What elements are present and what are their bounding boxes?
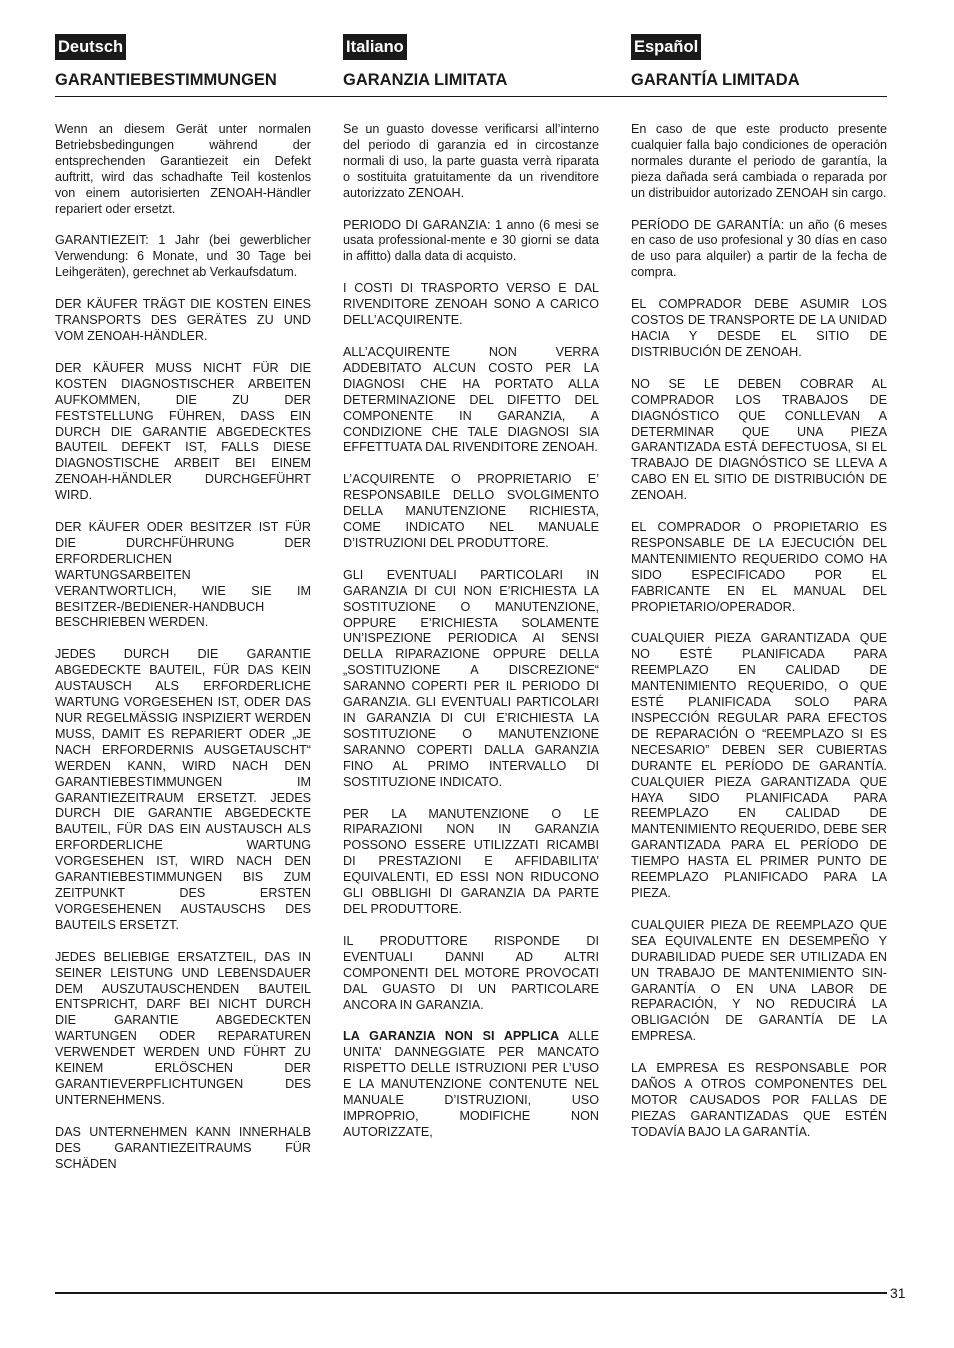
paragraph: Se un guasto dovesse verificarsi all’interno del periodo di garanzia ed in circostanze normali di uso, la parte guasta verrà riparata o sostituita gratuitamente da un rivenditore autorizzato ZENOAH. (343, 122, 599, 200)
paragraph: JEDES BELIEBIGE ERSATZTEIL, DAS IN SEINER LEISTUNG UND LEBENSDAUER DEM AUSZUTAUSCHENDEN BAUTEIL ENTSPRICHT, DARF BEI NICHT DURCH DIE GARANTIE ABGEDECKTEN WARTUNGEN ODER REPARATUREN VERWENDET WERDEN UND FÜHRT ZU KEINEM ERLÖSCHEN DER GARANTIEVERPFLICHTUNGEN DES UNTERNEHMENS. (55, 949, 311, 1107)
paragraph: IL PRODUTTORE RISPONDE DI EVENTUALI DANNI AD ALTRI COMPONENTI DEL MOTORE PROVOCATI DAL GUASTO DI UN PARTICOLARE ANCORA IN GARANZIA. (343, 933, 599, 1012)
paragraph: L’ACQUIRENTE O PROPRIETARIO E’ RESPONSABILE DELLO SVOLGIMENTO DELLA MANUTENZIONE RICHIESTA, COME INDICATO NEL MANUALE D’ISTRUZIONI DEL PRODUTTORE. (343, 472, 599, 550)
language-tag-deutsch: Deutsch (55, 34, 126, 60)
footer-rule (55, 1292, 887, 1294)
exclusions-text: ALLE UNITA’ DANNEGGIATE PER MANCATO RISPETTO DELLE ISTRUZIONI PER L’USO E LA MANUTENZIONE CONTENUTE NEL MANUALE D’ISTRUZIONI, USO IMPROPRIO, MODIFICHE NON AUTORIZZATE, (343, 1029, 599, 1139)
paragraph: EL COMPRADOR DEBE ASUMIR LOS COSTOS DE TRANSPORTE DE LA UNIDAD HACIA Y DESDE EL SITIO DE DISTRIBUCIÓN DE ZENOAH. (631, 297, 887, 359)
column-espanol (631, 34, 887, 1139)
paragraph: GARANTIEZEIT: 1 Jahr (bei gewerblicher Verwendung: 6 Monate, und 30 Tage bei Leihgeräten), gerechnet ab Verkaufsdatum. (55, 233, 311, 280)
paragraph-exclusions (343, 1029, 599, 1140)
paragraph: PERIODO DI GARANZIA: 1 anno (6 mesi se usata professional-mente e 30 giorni se data in affitto) dalla data di acquisto. (343, 217, 599, 264)
paragraph: En caso de que este producto presente cualquier falla bajo condiciones de operación normales durante el periodo de garantía, la pieza dañada será cambiada o reparada por un distribuidor autorizado ZENOAH sin cargo. (631, 122, 887, 200)
body-text-italiano (343, 122, 599, 1141)
paragraph: PERÍODO DE GARANTÍA: un año (6 meses en caso de uso profesional y 30 días en caso de uso para alquiler) a partir de la fecha de compra. (631, 217, 887, 280)
body-text-espanol (631, 122, 887, 1141)
paragraph: DER KÄUFER TRÄGT DIE KOSTEN EINES TRANSPORTS DES GERÄTES ZU UND VOM ZENOAH-HÄNDLER. (55, 297, 311, 343)
paragraph: CUALQUIER PIEZA DE REEMPLAZO QUE SEA EQUIVALENTE EN DESEMPEÑO Y DURABILIDAD PUEDE SER UTILIZADA EN UN TRABAJO DE MANTENIMIENTO SIN-GARANTÍA O EN UNA LABOR DE REPARACIÓN, Y NO REDUCIRÁ LA OBLIGACIÓN DE GARANTÍA DE LA EMPRESA. (631, 917, 887, 1044)
header-rule (55, 96, 887, 97)
page-number: 31 (890, 1285, 906, 1301)
language-tag-italiano: Italiano (343, 34, 407, 60)
paragraph: EL COMPRADOR O PROPIETARIO ES RESPONSABLE DE LA EJECUCIÓN DEL MANTENIMIENTO REQUERIDO COMO HA SIDO ESPECIFICADO POR EL FABRICANTE EN EL MANUAL DEL PROPIETARIO/OPERADOR. (631, 520, 887, 614)
paragraph: CUALQUIER PIEZA GARANTIZADA QUE NO ESTÉ PLANIFICADA PARA REEMPLAZO EN CALIDAD DE MANTENIMIENTO REQUERIDO, O QUE ESTÉ PLANIFICADA SOLO PARA INSPECCIÓN REGULAR PARA EFECTOS DE REPARACIÓN O “REEMPLAZO SI ES NECESARIO” DEBEN SER CUBIERTAS DURANTE EL PERÍODO DE GARANTÍA. CUALQUIER PIEZA GARANTIZADA QUE HAYA SIDO PLANIFICADA PARA REEMPLAZO EN CALIDAD DE MANTENIMIENTO REQUERIDO, DEBE SER GARANTIZADA PARA EL PERÍODO DE TIEMPO HASTA EL PRIMER PUNTO DE REEMPLAZO PLANIFICADO PARA LA PIEZA. (631, 631, 887, 900)
language-tag-espanol: Español (631, 34, 701, 60)
paragraph: Wenn an diesem Gerät unter normalen Betriebsbedingungen während der entsprechenden Garantiezeit ein Defekt auftritt, wird das schadhafte Teil kostenlos von einem autorisierten ZENOAH-Händler repariert oder ersetzt. (55, 122, 311, 216)
paragraph: DER KÄUFER ODER BESITZER IST FÜR DIE DURCHFÜHRUNG DER ERFORDERLICHEN WARTUNGSARBEITEN VERANTWORTLICH, WIE SIE IM BESITZER-/BEDIENER-HANDBUCH BESCHRIEBEN WERDEN. (55, 520, 311, 630)
section-heading-deutsch: GARANTIEBESTIMMUNGEN (55, 71, 277, 89)
paragraph: NO SE LE DEBEN COBRAR AL COMPRADOR LOS TRABAJOS DE DIAGNÓSTICO QUE CONLLEVAN A DETERMINAR QUE UNA PIEZA GARANTIZADA ESTÁ DEFECTUOSA, SI EL TRABAJO DE DIAGNÓSTICO SE LLEVA A CABO EN EL SITIO DE DISTRIBUCIÓN DE ZENOAH. (631, 376, 887, 503)
paragraph: JEDES DURCH DIE GARANTIE ABGEDECKTE BAUTEIL, FÜR DAS KEIN AUSTAUSCH ALS ERFORDERLICHE WARTUNG VORGESEHEN IST, ODER DAS NUR REGELMÄSSIG INSPIZIERT WERDEN MUSS, DAMIT ES REPARIERT ODER „JE NACH ERFORDERNIS AUSGETAUSCHT“ WERDEN KANN, WIRD NACH DEN GARANTIEBESTIMMUNGEN IM GARANTIEZEITRAUM ERSETZT. JEDES DURCH DIE GARANTIE ABGEDECKTE BAUTEIL, FÜR DAS EIN AUSTAUSCH ALS ERFORDERLICHE WARTUNG VORGESEHEN IST, WIRD NACH DEN GARANTIEBESTIMMUNGEN BIS ZUM ZEITPUNKT DES ERSTEN VORGESEHENEN AUSTAUSCHS DES BAUTEILS ERSETZT. (55, 647, 311, 932)
paragraph: I COSTI DI TRASPORTO VERSO E DAL RIVENDITORE ZENOAH SONO A CARICO DELL’ACQUIRENTE. (343, 281, 599, 328)
paragraph: DAS UNTERNEHMEN KANN INNERHALB DES GARANTIEZEITRAUMS FÜR SCHÄDEN (55, 1124, 311, 1171)
paragraph: DER KÄUFER MUSS NICHT FÜR DIE KOSTEN DIAGNOSTISCHER ARBEITEN AUFKOMMEN, DIE ZU DER FESTSTELLUNG FÜHREN, DASS EIN DURCH DIE GARANTIE ABGEDECKTES BAUTEIL DEFEKT IST, FALLS DIESE DIAGNOSTISCHE ARBEIT BEI EINEM ZENOAH-HÄNDLER DURCHGEFÜHRT WIRD. (55, 360, 311, 503)
section-heading-espanol: GARANTÍA LIMITADA (631, 71, 800, 89)
section-heading-italiano: GARANZIA LIMITATA (343, 71, 508, 89)
paragraph: ALL’ACQUIRENTE NON VERRA ADDEBITATO ALCUN COSTO PER LA DIAGNOSI CHE HA PORTATO ALLA DETERMINAZIONE DEL DIFETTO DEL COMPONENTE IN GARANZIA, A CONDIZIONE CHE TALE DIAGNOSI SIA EFFETTUATA DAL RIVENDITORE ZENOAH. (343, 344, 599, 455)
column-italiano (343, 34, 599, 1139)
paragraph: LA EMPRESA ES RESPONSABLE POR DAÑOS A OTROS COMPONENTES DEL MOTOR CAUSADOS POR FALLAS DE PIEZAS GARANTIZADAS QUE ESTÉN TODAVÍA BAJO LA GARANTÍA. (631, 1061, 887, 1139)
column-deutsch (55, 34, 311, 1171)
paragraph: GLI EVENTUALI PARTICOLARI IN GARANZIA DI CUI NON E’RICHIESTA LA SOSTITUZIONE O MANUTENZIONE, OPPURE E’RICHIESTA SOLAMENTE UN’ISPEZIONE PERIODICA AI SENSI DELLA RIPARAZIONE OPPURE DELLA „SOSTITUZIONE A DISCREZIONE“ SARANNO COPERTI PER IL PERIODO DI GARANZIA. GLI EVENTUALI PARTICOLARI IN GARANZIA DI CUI E’RICHIESTA LA SOSTITUZIONE O MANUTENZIONE SARANNO COPERTI DALLA GARANZIA FINO AL PRIMO INTERVALLO DI SOSTITUZIONE INDICATO. (343, 567, 599, 789)
body-text-deutsch (55, 122, 311, 1172)
paragraph: PER LA MANUTENZIONE O LE RIPARAZIONI NON IN GARANZIA POSSONO ESSERE UTILIZZATI RICAMBI DI PRESTAZIONI E AFFIDABILITA’ EQUIVALENTI, ED ESSI NON RIDUCONO GLI OBBLIGHI DI GARANZIA DA PARTE DEL PRODUTTORE. (343, 806, 599, 916)
exclusions-lead: LA GARANZIA NON SI APPLICA (343, 1029, 560, 1044)
